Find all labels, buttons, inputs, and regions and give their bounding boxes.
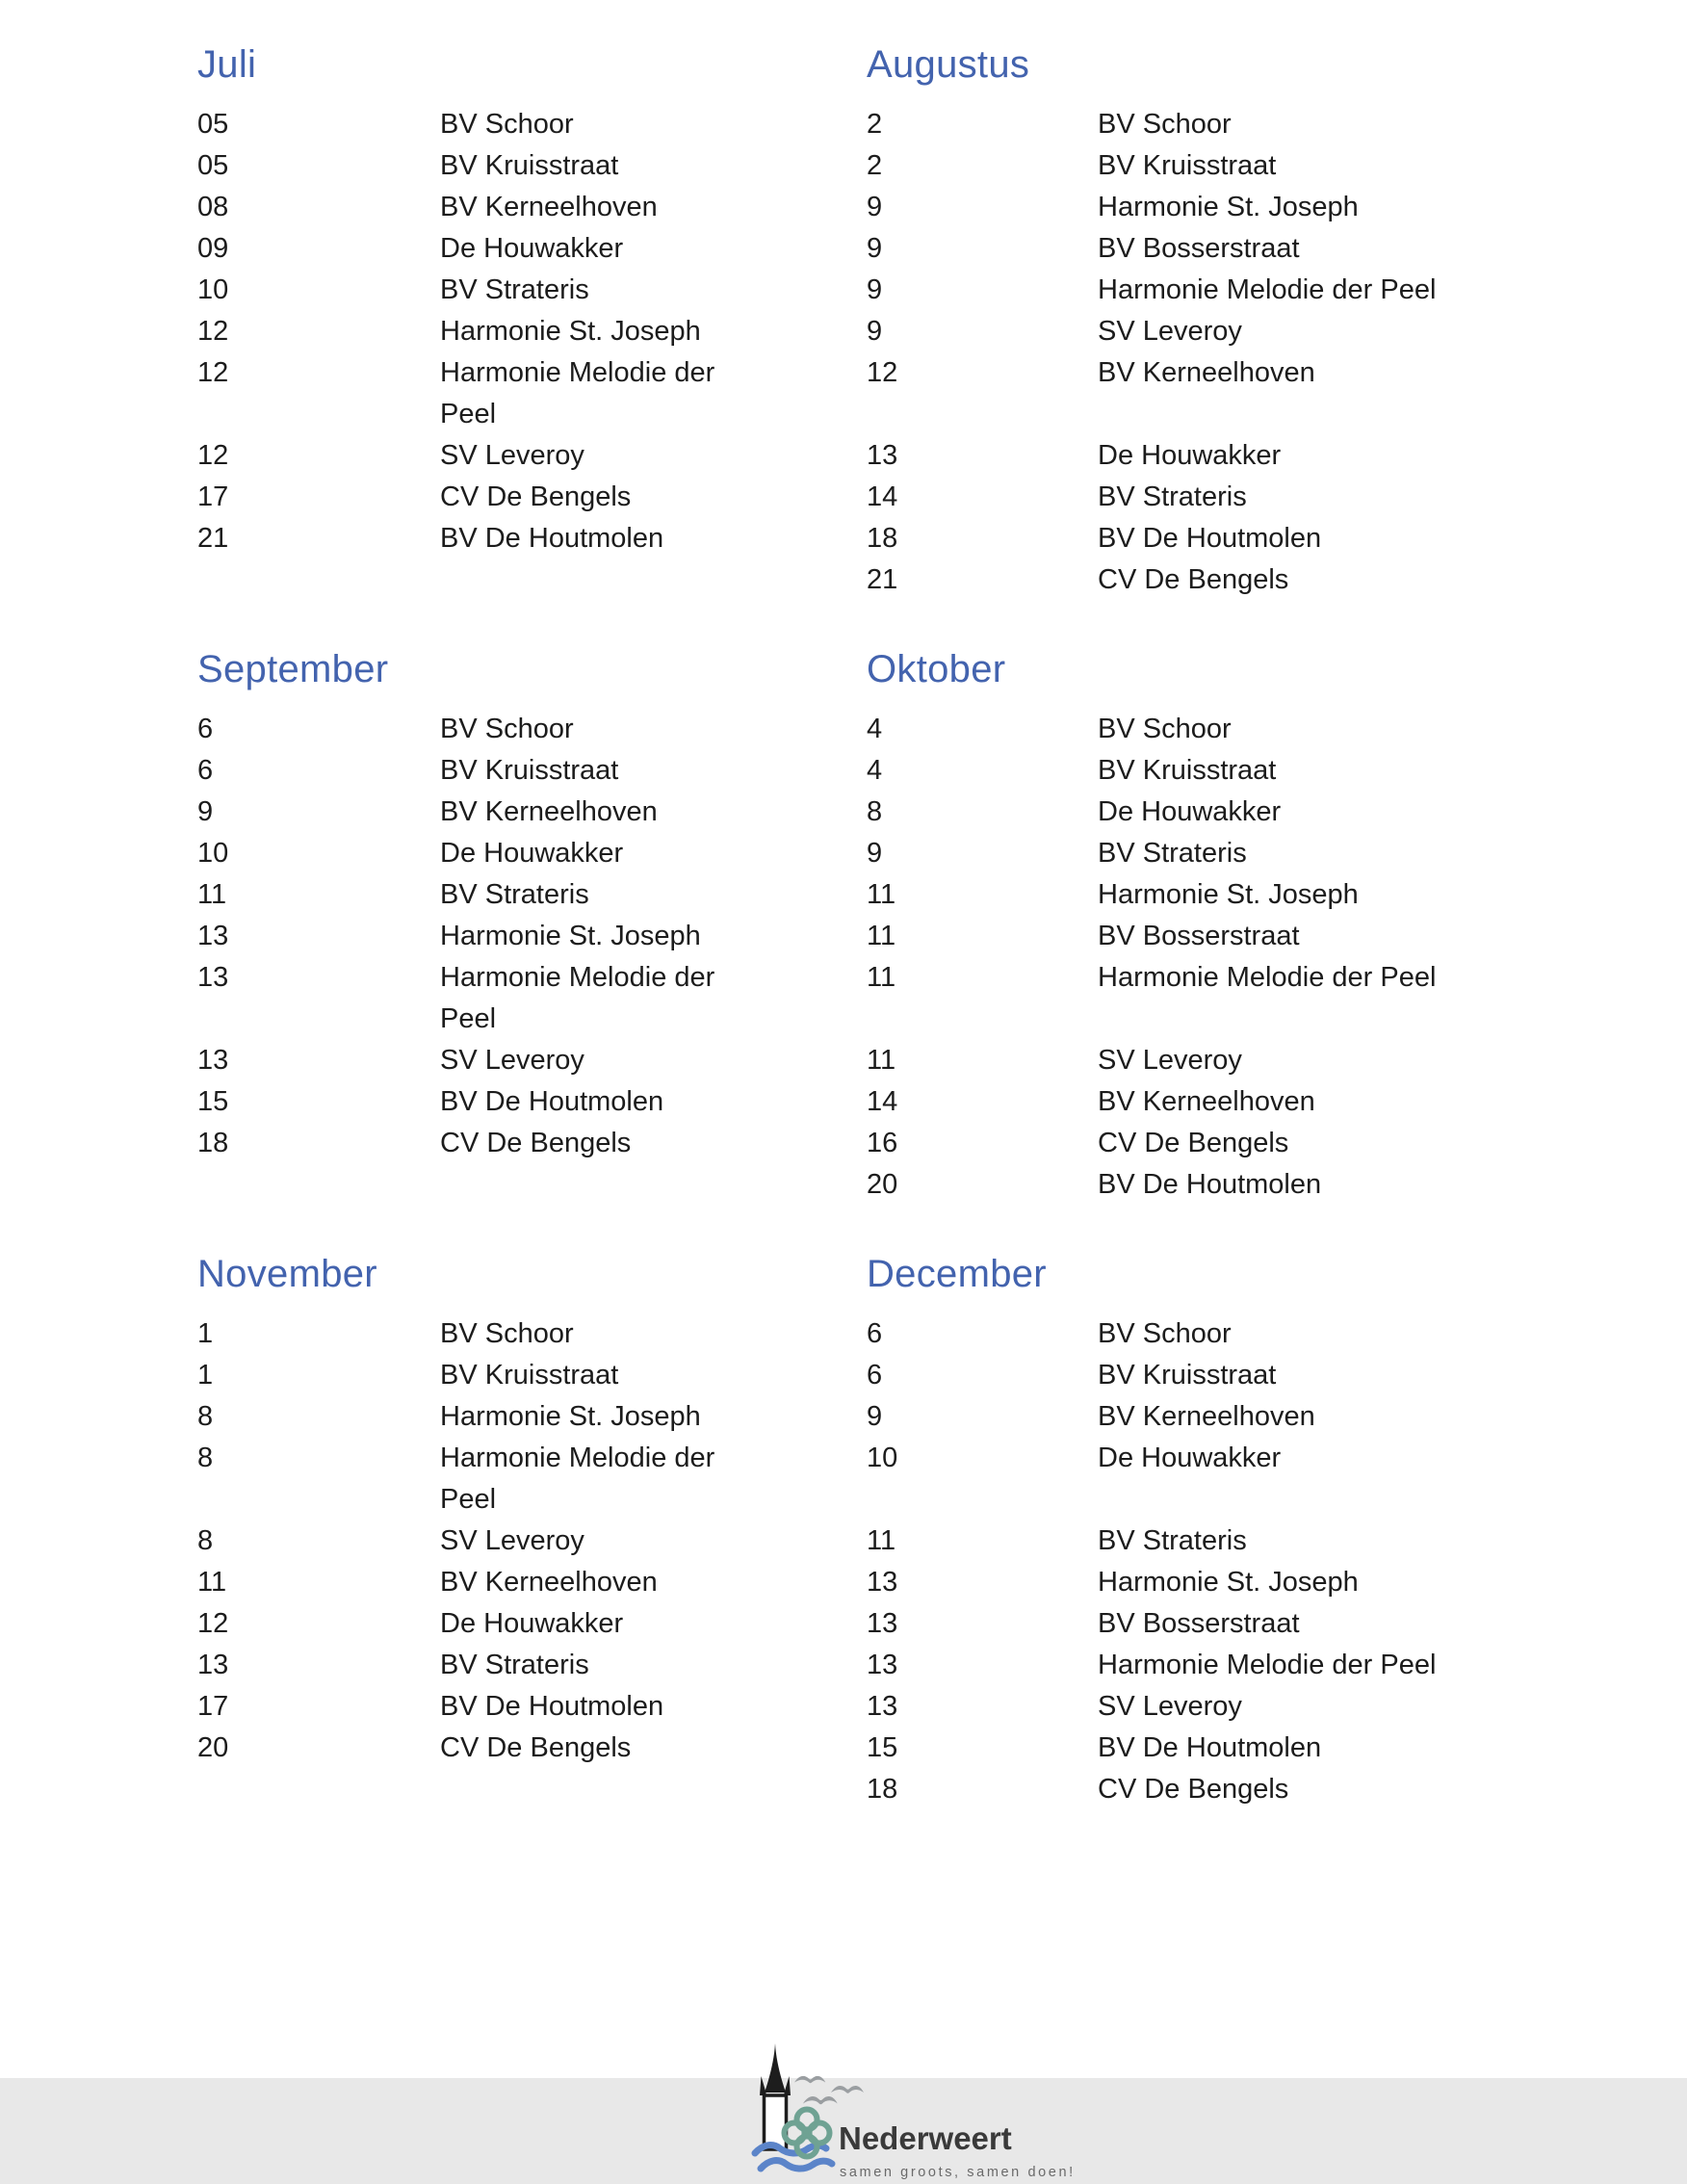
right-date: 13 <box>867 1567 898 1598</box>
right-date: 11 <box>867 879 896 910</box>
schedule-rows <box>197 1313 1639 1810</box>
right-date: 13 <box>867 440 898 471</box>
logo-wordmark: Nederweert <box>839 2120 1012 2156</box>
left-date: 8 <box>197 1401 214 1432</box>
right-date: 14 <box>867 481 898 512</box>
schedule-row <box>197 104 1639 145</box>
left-date: 13 <box>197 1045 229 1076</box>
left-event-name: BV Kerneelhoven <box>440 796 658 827</box>
right-date: 10 <box>867 1443 898 1473</box>
left-date: 1 <box>197 1318 214 1349</box>
left-event-name: SV Leveroy <box>440 1045 584 1076</box>
right-date: 11 <box>867 1045 896 1076</box>
month-section <box>197 646 1639 1206</box>
left-event-name: CV De Bengels <box>440 1128 632 1158</box>
schedule-row <box>197 1040 1639 1081</box>
left-event-name: SV Leveroy <box>440 440 584 471</box>
right-date: 11 <box>867 962 896 993</box>
right-event-name: CV De Bengels <box>1098 1128 1289 1158</box>
right-event-name: BV Bosserstraat <box>1098 233 1300 264</box>
left-event-name: Harmonie St. Joseph <box>440 921 701 951</box>
left-event-name: BV Schoor <box>440 1318 574 1349</box>
left-date: 17 <box>197 481 229 512</box>
right-event-name: BV De Houtmolen <box>1098 1169 1322 1200</box>
left-date: 08 <box>197 192 229 222</box>
right-date: 11 <box>867 921 896 951</box>
left-month-title: September <box>197 648 389 690</box>
left-event-name: Harmonie Melodie der Peel <box>440 962 715 1034</box>
left-date: 12 <box>197 440 229 471</box>
right-event-name: SV Leveroy <box>1098 1045 1242 1076</box>
schedule-row <box>197 270 1639 311</box>
left-event-name: BV Schoor <box>440 109 574 140</box>
right-date: 2 <box>867 109 883 140</box>
nederweert-logo <box>752 2041 1084 2184</box>
left-date: 21 <box>197 523 229 554</box>
left-date: 13 <box>197 921 229 951</box>
right-month-title: December <box>867 1253 1047 1295</box>
left-event-name: SV Leveroy <box>440 1525 584 1556</box>
schedule-row <box>197 1438 1639 1521</box>
water-waves-icon <box>755 2145 832 2169</box>
schedule-row <box>197 1728 1639 1769</box>
right-event-name: Harmonie St. Joseph <box>1098 879 1359 910</box>
schedule-row <box>197 1603 1639 1645</box>
right-event-name: SV Leveroy <box>1098 1691 1242 1722</box>
left-event-name: De Houwakker <box>440 838 624 869</box>
schedule-row <box>197 1562 1639 1603</box>
schedule-row <box>197 518 1639 559</box>
left-date: 6 <box>197 755 214 786</box>
left-date: 18 <box>197 1128 229 1158</box>
left-event-name: BV Strateris <box>440 274 589 305</box>
right-date: 9 <box>867 1401 883 1432</box>
right-date: 6 <box>867 1318 883 1349</box>
right-date: 9 <box>867 316 883 347</box>
left-event-name: Harmonie St. Joseph <box>440 1401 701 1432</box>
right-date: 20 <box>867 1169 898 1200</box>
schedule-row <box>197 1686 1639 1728</box>
right-event-name: BV Kruisstraat <box>1098 755 1277 786</box>
right-date: 4 <box>867 755 883 786</box>
schedule-row <box>197 833 1639 874</box>
right-date: 9 <box>867 192 883 222</box>
schedule-row <box>197 1355 1639 1396</box>
left-date: 1 <box>197 1360 214 1391</box>
month-header-row <box>197 41 1639 104</box>
left-event-name: BV De Houtmolen <box>440 523 664 554</box>
left-date: 12 <box>197 316 229 347</box>
left-date: 12 <box>197 357 229 388</box>
right-event-name: BV Kruisstraat <box>1098 150 1277 181</box>
right-month-title: Augustus <box>867 43 1030 86</box>
right-event-name: BV Kerneelhoven <box>1098 1401 1315 1432</box>
right-event-name: BV Bosserstraat <box>1098 921 1300 951</box>
right-date: 2 <box>867 150 883 181</box>
left-event-name: BV Kruisstraat <box>440 1360 619 1391</box>
month-header-row <box>197 646 1639 709</box>
left-date: 6 <box>197 714 214 744</box>
left-date: 8 <box>197 1525 214 1556</box>
left-date: 05 <box>197 150 229 181</box>
left-date: 10 <box>197 838 229 869</box>
left-event-name: BV Schoor <box>440 714 574 744</box>
schedule-row <box>197 1521 1639 1562</box>
left-event-name: BV Strateris <box>440 879 589 910</box>
right-date: 4 <box>867 714 883 744</box>
right-date: 11 <box>867 1525 896 1556</box>
right-event-name: Harmonie Melodie der Peel <box>1098 1650 1437 1680</box>
left-event-name: BV Kerneelhoven <box>440 1567 658 1598</box>
right-event-name: BV Strateris <box>1098 481 1247 512</box>
schedule-row <box>197 145 1639 187</box>
right-date: 6 <box>867 1360 883 1391</box>
right-event-name: BV Kerneelhoven <box>1098 1086 1315 1117</box>
schedule-row <box>197 874 1639 916</box>
left-event-name: BV Strateris <box>440 1650 589 1680</box>
left-date: 9 <box>197 796 214 827</box>
month-section <box>197 41 1639 601</box>
month-header-row <box>197 1251 1639 1313</box>
right-event-name: BV De Houtmolen <box>1098 1732 1322 1763</box>
left-event-name: CV De Bengels <box>440 1732 632 1763</box>
schedule-row <box>197 792 1639 833</box>
schedule-row <box>197 1081 1639 1123</box>
schedule-row <box>197 187 1639 228</box>
right-date: 9 <box>867 838 883 869</box>
left-date: 13 <box>197 962 229 993</box>
schedule-row <box>197 957 1639 1040</box>
schedule-row <box>197 352 1639 435</box>
left-event-name: BV De Houtmolen <box>440 1086 664 1117</box>
left-month-title: Juli <box>197 43 257 86</box>
right-event-name: BV Schoor <box>1098 714 1232 744</box>
left-event-name: Harmonie Melodie der Peel <box>440 1443 715 1515</box>
right-date: 9 <box>867 274 883 305</box>
right-event-name: De Houwakker <box>1098 440 1282 471</box>
page-footer-logo <box>197 2041 1639 2184</box>
schedule-row <box>197 750 1639 792</box>
right-date: 9 <box>867 233 883 264</box>
schedule-row <box>197 1396 1639 1438</box>
right-date: 13 <box>867 1650 898 1680</box>
left-event-name: BV Kerneelhoven <box>440 192 658 222</box>
right-date: 13 <box>867 1608 898 1639</box>
left-date: 11 <box>197 1567 227 1598</box>
right-event-name: BV Strateris <box>1098 1525 1247 1556</box>
right-event-name: Harmonie St. Joseph <box>1098 192 1359 222</box>
right-date: 21 <box>867 564 898 595</box>
right-date: 8 <box>867 796 883 827</box>
left-event-name: CV De Bengels <box>440 481 632 512</box>
right-date: 18 <box>867 1774 898 1805</box>
right-date: 15 <box>867 1732 898 1763</box>
schedule-row <box>197 709 1639 750</box>
birds-icon <box>794 2076 864 2104</box>
left-event-name: BV De Houtmolen <box>440 1691 664 1722</box>
right-event-name: De Houwakker <box>1098 1443 1282 1473</box>
left-date: 11 <box>197 879 227 910</box>
schedule-row <box>197 1645 1639 1686</box>
right-event-name: CV De Bengels <box>1098 1774 1289 1805</box>
left-date: 10 <box>197 274 229 305</box>
left-event-name: De Houwakker <box>440 1608 624 1639</box>
left-event-name: BV Kruisstraat <box>440 755 619 786</box>
right-event-name: BV Schoor <box>1098 1318 1232 1349</box>
right-event-name: BV Strateris <box>1098 838 1247 869</box>
left-date: 15 <box>197 1086 229 1117</box>
right-event-name: Harmonie St. Joseph <box>1098 1567 1359 1598</box>
schedule-row <box>197 1123 1639 1164</box>
schedule-row <box>197 477 1639 518</box>
left-month-title: November <box>197 1253 377 1295</box>
schedule-row <box>197 435 1639 477</box>
schedule-rows <box>197 104 1639 601</box>
right-event-name: Harmonie Melodie der Peel <box>1098 274 1437 305</box>
schedule-rows <box>197 709 1639 1206</box>
left-event-name: Harmonie Melodie der Peel <box>440 357 715 429</box>
right-event-name: SV Leveroy <box>1098 316 1242 347</box>
left-event-name: BV Kruisstraat <box>440 150 619 181</box>
left-date: 20 <box>197 1732 229 1763</box>
right-event-name: De Houwakker <box>1098 796 1282 827</box>
right-event-name: BV Kerneelhoven <box>1098 357 1315 388</box>
schedule-row <box>197 311 1639 352</box>
right-event-name: BV De Houtmolen <box>1098 523 1322 554</box>
right-date: 13 <box>867 1691 898 1722</box>
right-month-title: Oktober <box>867 648 1006 690</box>
schedule-row <box>197 916 1639 957</box>
right-date: 16 <box>867 1128 898 1158</box>
left-date: 8 <box>197 1443 214 1473</box>
schedule-row <box>197 228 1639 270</box>
schedule-row <box>197 559 1639 601</box>
right-event-name: CV De Bengels <box>1098 564 1289 595</box>
schedule-sections <box>197 41 1639 1810</box>
left-date: 13 <box>197 1650 229 1680</box>
schedule-row <box>197 1313 1639 1355</box>
left-date: 09 <box>197 233 229 264</box>
right-date: 14 <box>867 1086 898 1117</box>
right-date: 18 <box>867 523 898 554</box>
schedule-row <box>197 1164 1639 1206</box>
left-event-name: Harmonie St. Joseph <box>440 316 701 347</box>
schedule-row <box>197 1769 1639 1810</box>
left-date: 12 <box>197 1608 229 1639</box>
logo-tagline: samen groots, samen doen! <box>840 2165 1076 2180</box>
left-date: 17 <box>197 1691 229 1722</box>
left-date: 05 <box>197 109 229 140</box>
left-event-name: De Houwakker <box>440 233 624 264</box>
right-date: 12 <box>867 357 898 388</box>
right-event-name: BV Bosserstraat <box>1098 1608 1300 1639</box>
right-event-name: Harmonie Melodie der Peel <box>1098 962 1437 993</box>
right-event-name: BV Schoor <box>1098 109 1232 140</box>
right-event-name: BV Kruisstraat <box>1098 1360 1277 1391</box>
month-section <box>197 1251 1639 1810</box>
